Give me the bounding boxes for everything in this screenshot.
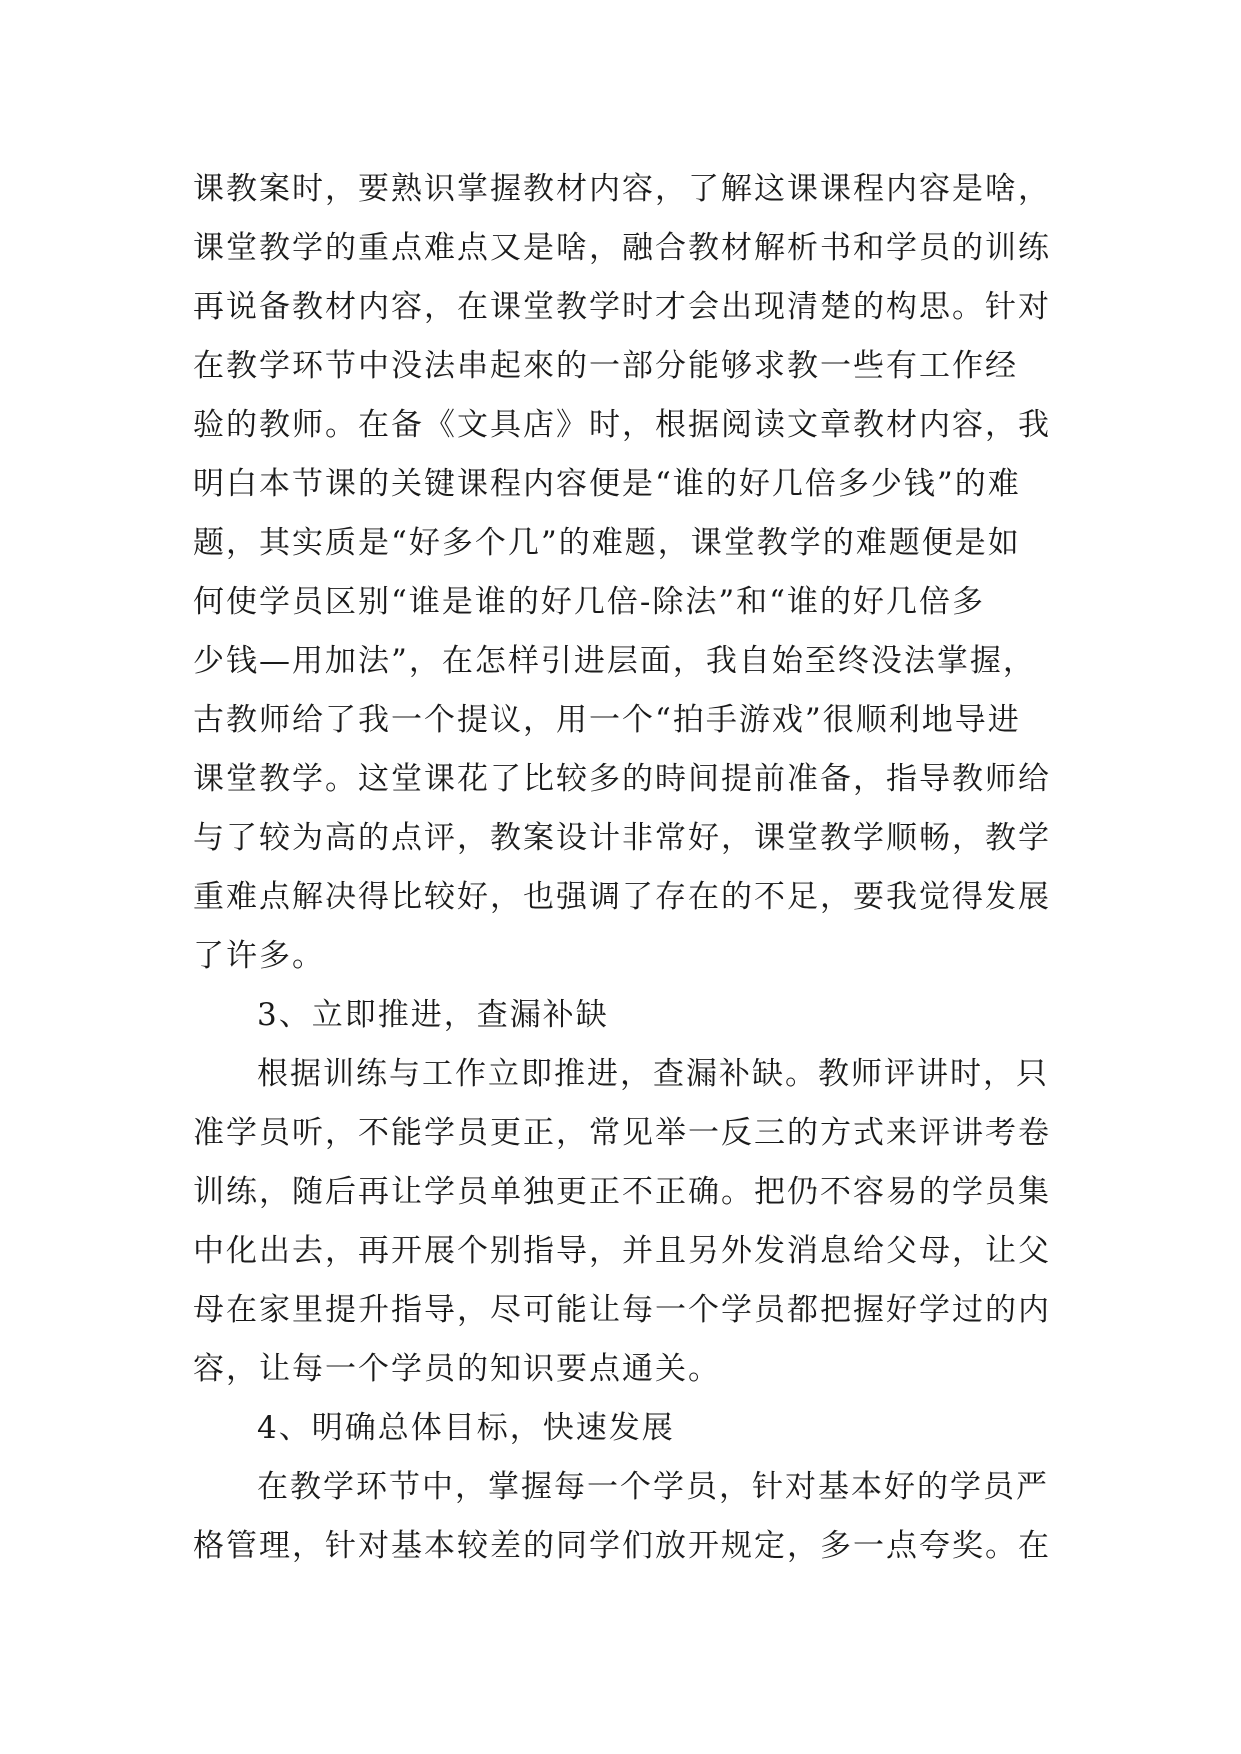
- text-line: 容，让每一个学员的知识要点通关。: [193, 1351, 721, 1387]
- text-line: 课堂教学的重点难点又是啥，融合教材解析书和学员的训练: [193, 230, 1051, 266]
- paragraph-start-line: 4、明确总体目标，快速发展: [257, 1410, 675, 1446]
- text-line: 验的教师。在备《文具店》时，根据阅读文章教材内容，我: [193, 407, 1051, 443]
- text-line: 中化出去，再开展个别指导，并且另外发消息给父母，让父: [193, 1233, 1051, 1269]
- text-line: 题，其实质是“好多个几”的难题，课堂教学的难题便是如: [193, 525, 1021, 561]
- text-line: 与了较为高的点评，教案设计非常好，课堂教学顺畅，教学: [193, 820, 1051, 856]
- text-line: 明白本节课的关键课程内容便是“谁的好几倍多少钱”的难: [193, 466, 1021, 502]
- text-line: 古教师给了我一个提议，用一个“拍手游戏”很顺利地导进: [193, 702, 1021, 738]
- text-line: 课教案时，要熟识掌握教材内容，了解这课课程内容是啥，: [193, 171, 1051, 207]
- text-line: 母在家里提升指导，尽可能让每一个学员都把握好学过的内: [193, 1292, 1051, 1328]
- text-line: 何使学员区别“谁是谁的好几倍-除法”和“谁的好几倍多: [193, 584, 986, 620]
- body-text: [193, 160, 1063, 1576]
- text-line: 再说备教材内容，在课堂教学时才会出现清楚的构思。针对: [193, 289, 1051, 325]
- text-line: 少钱—用加法”，在怎样引进层面，我自始至终没法掌握，: [193, 643, 1036, 679]
- text-line: 在教学环节中没法串起來的一部分能够求教一些有工作经: [193, 348, 1018, 384]
- paragraph-start-line: 在教学环节中，掌握每一个学员，针对基本好的学员严: [257, 1469, 1049, 1505]
- text-line: 训练，随后再让学员单独更正不正确。把仍不容易的学员集: [193, 1174, 1051, 1210]
- paragraph-start-line: 根据训练与工作立即推进，查漏补缺。教师评讲时，只: [257, 1056, 1049, 1092]
- text-line: 课堂教学。这堂课花了比较多的時间提前准备，指导教师给: [193, 761, 1051, 797]
- text-line: 准学员听，不能学员更正，常见举一反三的方式来评讲考卷: [193, 1115, 1051, 1151]
- text-line: 重难点解决得比较好，也强调了存在的不足，要我觉得发展: [193, 879, 1051, 915]
- paragraph-start-line: 3、立即推进，查漏补缺: [257, 997, 609, 1033]
- text-line: 了许多。: [193, 938, 325, 974]
- text-line: 格管理，针对基本较差的同学们放开规定，多一点夸奖。在: [193, 1528, 1051, 1564]
